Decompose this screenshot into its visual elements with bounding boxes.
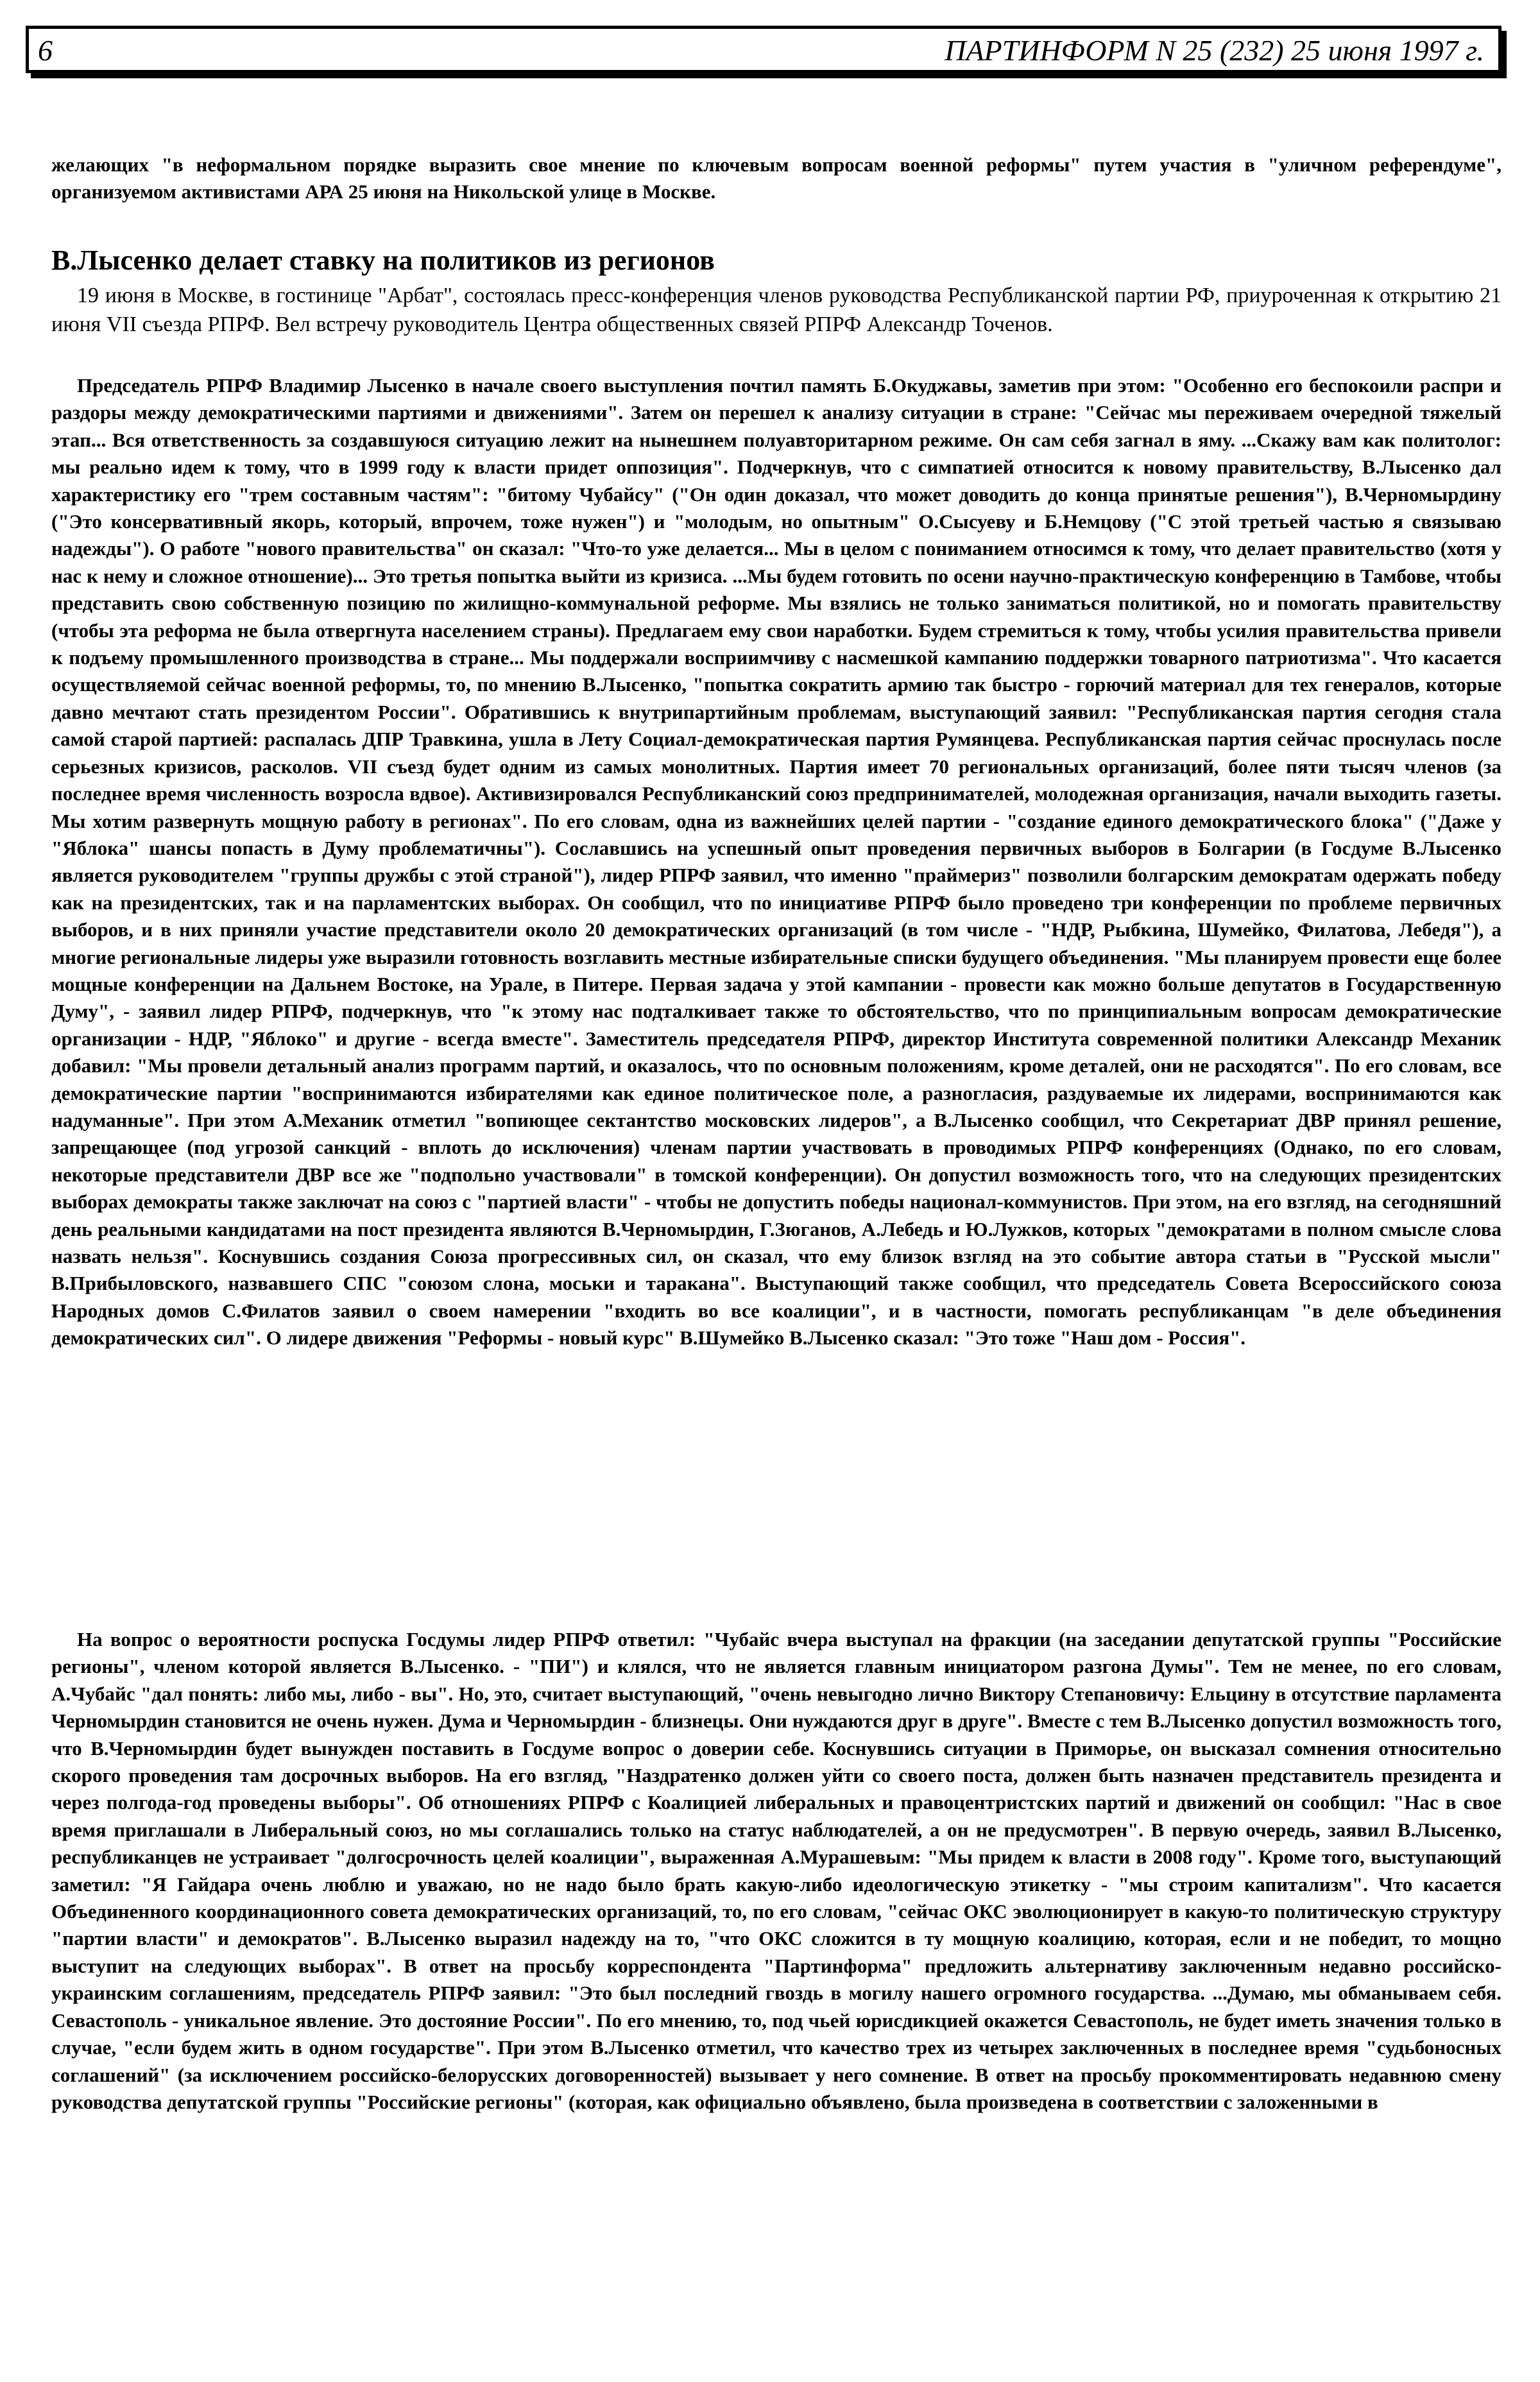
article-paragraph: На вопрос о вероятности роспуска Госдумы лидер РПРФ ответил: "Чубайс вчера выступал на фракции (на заседании депутатской группы "Российские регионы", членом которой является В.Лысенко. - "ПИ") и клялся, что не является главным инициатором разгона Думы". Тем не менее, по его словам, А.Чубайс "дал понять: либо мы, либо - вы". Но, это, считает выступающий, "очень невыгодно лично Виктору Степановичу: Ельцину в отсутствие парламента Черномырдин становится не очень нужен. Дума и Черномырдин - близнецы. Они нуждаются друг в друге". Вместе с тем В.Лысенко допустил возможность того, что В.Черномырдин будет вынужден поставить в Госдуме вопрос о доверии себе. Коснувшись ситуации в Приморье, он высказал сомнения относительно скорого проведения там досрочных выборов. На его взгляд, "Наздратенко должен уйти со своего поста, должен быть назначен представитель президента и через полгода-год проведены выборы". Об отношениях РПРФ с Коалицией либеральных и правоцентристских партий и движений он сообщил: "Нас в свое время приглашали в Либеральный союз, но мы соглашались только на статус наблюдателей, а он не предусмотрен". В первую очередь, заявил В.Лысенко, республиканцев не устраивает "долгосрочность целей коалиции", выраженная А.Мурашевым: "Мы придем к власти в 2008 году". Кроме того, выступающий заметил: "Я Гайдара очень люблю и уважаю, но не надо было брать какую-либо идеологическую этикетку - "мы строим капитализм". Что касается Объединенного координационного совета демократических организаций, то, по его словам, "сейчас ОКС эволюционирует в какую-то политическую структуру "партии власти" и демократов". В.Лысенко выразил надежду на то, "что ОКС сложится в ту мощную коалицию, которая, если и не победит, то мощно выступит на следующих выборах". В ответ на просьбу корреспондента "Партинформа" предложить альтернативу заключенным недавно российско-украинским соглашениям, председатель РПРФ заявил: "Это был последний гвоздь в могилу нашего огромного государства. ...Думаю, мы обманываем себя. Севастополь - уникальное явление. Это достояние России". По его мнению, то, под чьей юрисдикцией окажется Севастополь, не будет иметь значения только в случае, "если будем жить в одном государстве". При этом В.Лысенко отметил, что качество трех из четырех заключенных в последнее время "судьбоносных соглашений" (за исключением российско-белорусских договоренностей) вызывает у него сомнение. В ответ на просьбу прокомментировать недавнюю смену руководства депутатской группы "Российские регионы" (которая, как официально объявлено, была произведена в соответствии с заложенными в xyxy=(51,1628,1502,2113)
page-header xyxy=(26,26,1502,73)
lead-paragraph: желающих "в неформальном порядке выразить свое мнение по ключевым вопросам военной реформы" путем участия в "уличном референдуме", организуемом активистами АРА 25 июня на Никольской улице в Москве. xyxy=(51,153,1502,203)
article-paragraph: Председатель РПРФ Владимир Лысенко в начале своего выступления почтил память Б.Окуджавы, заметив при этом: "Особенно его беспокоили распри и раздоры между демократическими партиями и движениями". Затем он перешел к анализу ситуации в стране: "Сейчас мы переживаем очередной тяжелый этап... Вся ответственность за создавшуюся ситуацию лежит на нынешнем полуавторитарном режиме. Он сам себя загнал в яму. ...Скажу вам как политолог: мы реально идем к тому, что в 1999 году к власти придет оппозиция". Подчеркнув, что с симпатией относится к новому правительству, В.Лысенко дал характеристику его "трем составным частям": "битому Чубайсу" ("Он один доказал, что может доводить до конца принятые решения"), В.Черномырдину ("Это консервативный якорь, который, впрочем, тоже нужен") и "молодым, но опытным" О.Сысуеву и Б.Немцову ("С этой третьей частью я связываю надежды"). О работе "нового правительства" он сказал: "Что-то уже делается... Мы в целом с пониманием относимся к тому, что делает правительство (хотя у нас к нему и сложное отношение)... Это третья попытка выйти из кризиса. ...Мы будем готовить по осени научно-практическую конференцию в Тамбове, чтобы представить свою собственную позицию по жилищно-коммунальной реформе. Мы взялись не только заниматься политикой, но и помогать правительству (чтобы эта реформа не была отвергнута населением страны). Предлагаем ему свои наработки. Будем стремиться к тому, чтобы усилия правительства привели к подъему промышленного производства в стране... Мы поддержали восприимчиву с насмешкой кампанию поддержки товарного патриотизма". Что касается осуществляемой сейчас военной реформы, то, по мнению В.Лысенко, "попытка сократить армию так быстро - горючий материал для тех генералов, которые давно мечтают стать президентом России". Обратившись к внутрипартийным проблемам, выступающий заявил: "Республиканская партия сегодня стала самой старой партией: распалась ДПР Травкина, ушла в Лету Социал-демократическая партия Румянцева. Республиканская партия сейчас проснулась после серьезных кризисов, расколов. VII съезд будет одним из самых монолитных. Партия имеет 70 региональных организаций, более пяти тысяч членов (за последнее время численность возросла вдвое). Активизировался Республиканский союз предпринимателей, молодежная организация, начали выходить газеты. Мы хотим развернуть мощную работу в регионах". По его словам, одна из важнейших целей партии - "создание единого демократического блока" ("Даже у "Яблока" шансы попасть в Думу проблематичны"). Сославшись на успешный опыт проведения первичных выборов в Болгарии (в Госдуме В.Лысенко является руководителем "группы дружбы с этой страной"), лидер РПРФ заявил, что именно "праймериз" позволили болгарским демократам одержать победу как на президентских, так и на парламентских выборах. Он сообщил, что по инициативе РПРФ было проведено три конференции по проблеме первичных выборов, и в них приняли участие представители около 20 демократических организаций (в том числе - "НДР, Рыбкина, Шумейко, Филатова, Лебедя"), а многие региональные лидеры уже выразили готовность возглавить местные избирательные списки будущего объединения. "Мы планируем провести еще более мощные конференции на Дальнем Востоке, на Урале, в Питере. Первая задача у этой кампании - провести как можно больше депутатов в Государственную Думу", - заявил лидер РПРФ, подчеркнув, что "к этому нас подталкивает также то обстоятельство, что по принципиальным вопросам демократические организации - НДР, "Яблоко" и другие - всегда вместе". Заместитель председателя РПРФ, директор Института современной политики Александр Механик добавил: "Мы провели детальный анализ программ партий, и оказалось, что по основным положениям, кроме деталей, они не расходятся". По его словам, все демократические партии "воспринимаются избирателями как единое политическое поле, а разногласия, раздуваемые их лидерами, воспринимаются как надуманные". При этом А.Механик отметил "вопиющее сектантство московских лидеров", а В.Лысенко сообщил, что Секретариат ДВР принял решение, запрещающее (под угрозой санкций - вплоть до исключения) членам партии участвовать в проводимых РПРФ конференциях (Однако, по его словам, некоторые представители ДВР все же "подпольно участвовали" в томской конференции). Он допустил возможность того, что на следующих президентских выборах демократы также заключат на союз с "партией власти" - чтобы не допустить победы национал-коммунистов. При этом, на его взгляд, на сегодняшний день реальными кандидатами на пост президента являются В.Черномырдин, Г.Зюганов, А.Лебедь и Ю.Лужков, которых "демократами в полном смысле слова назвать нельзя". Коснувшись создания Союза прогрессивных сил, он сказал, что ему близок взгляд на это событие автора статьи в "Русской мысли" В.Прибыловского, назвавшего СПС "союзом слона, моськи и таракана". Выступающий также сообщил, что председатель Совета Всероссийского союза Народных домов С.Филатов заявил о своем намерении "входить во все коалиции", и в частности, помогать республиканцам "в деле объединения демократических сил". О лидере движения "Реформы - новый курс" В.Шумейко В.Лысенко сказал: "Это тоже "Наш дом - Россия". xyxy=(51,374,1502,1350)
article-intro: 19 июня в Москве, в гостинице "Арбат", состоялась пресс-конференция членов руководства Республиканской партии РФ, приуроченная к открытию 21 июня VII съезда РПРФ. Вел встречу руководитель Центра общественных связей РПРФ Александр Точенов. xyxy=(51,284,1502,336)
page-number: 6 xyxy=(38,34,53,67)
article-title: В.Лысенко делает ставку на политиков из регионов xyxy=(51,244,715,276)
issue-line: ПАРТИНФОРМ N 25 (232) 25 июня 1997 г. xyxy=(945,34,1484,67)
newspaper-page xyxy=(26,26,1502,2113)
